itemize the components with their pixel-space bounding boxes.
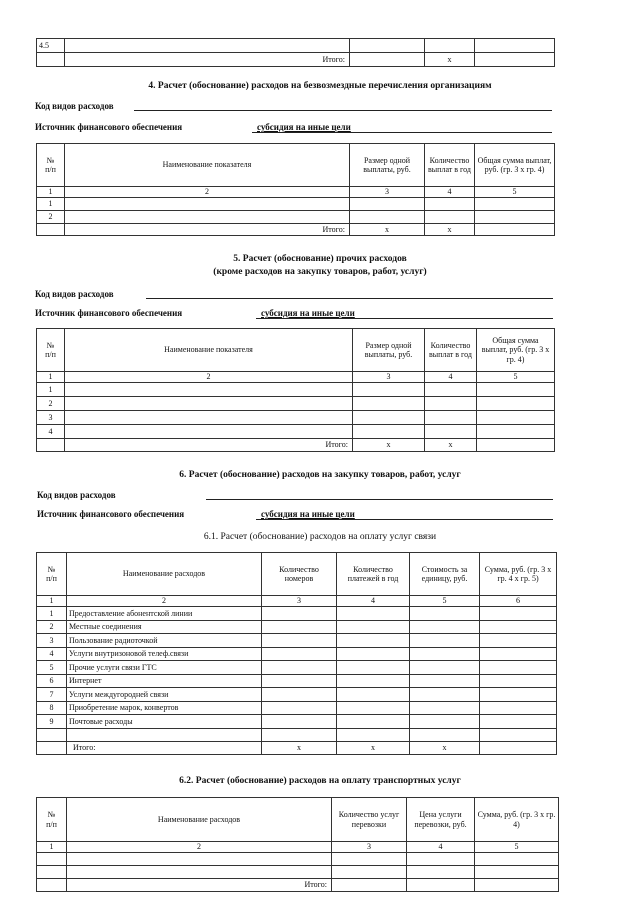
table-row: 2 [37,397,555,411]
table-row [37,728,557,742]
table-row: 1 [37,383,555,397]
col-kolvo: Количество выплат в год [425,329,477,372]
section-6-2-title: 6.2. Расчет (обоснование) расходов на оплату транспортных услуг [179,776,461,786]
table-row: 8 Приобретение марок, конвертов [37,701,557,715]
col-num: № п/п [37,329,65,372]
field-line-istochnik [256,519,553,520]
total-label: Итого: [67,879,332,892]
col-stoimost: Стоимость за единицу, руб. [410,553,480,596]
total-label: Итого: [65,439,353,452]
table-row: 4 Услуги внутризоновой телеф.связи [37,647,557,661]
table-row: 3 [37,411,555,425]
field-value-istochnik: субсидия на иные цели [257,122,351,132]
col-razmer: Размер одной выплаты, руб. [353,329,425,372]
section-5-subtitle: (кроме расходов на закупку товаров, работ, услуг) [213,267,427,277]
col-name: Наименование расходов [67,798,332,842]
col-name: Наименование показателя [65,144,350,187]
total-label: Итого: [65,53,350,67]
col-name: Наименование показателя [65,329,353,372]
table-row: 6 Интернет [37,674,557,688]
table-section-4: № п/п Наименование показателя Размер одной выплаты, руб. Количество выплат в год Общая сумма выплат, руб. (гр. 3 х гр. 4) 1 2 3 4 5 1 2 Итого: x x [36,143,555,236]
col-kol-platezhei: Количество платежей в год [337,553,410,596]
col-summa: Сумма, руб. (гр. 3 х гр. 4 х гр. 5) [480,553,557,596]
table-row: 2 [37,211,555,224]
table-row: 3 Пользование радиоточкой [37,634,557,648]
section-6-1-title: 6.1. Расчет (обоснование) расходов на оплату услуг связи [203,532,437,542]
table-row: 2 Местные соединения [37,620,557,634]
top-table [36,38,555,67]
table-row: 9 Почтовые расходы [37,715,557,729]
field-value-istochnik: субсидия на иные цели [261,308,355,318]
field-line-istochnik [252,132,552,133]
field-line-kod [206,499,553,500]
col-kol-nomerov: Количество номеров [262,553,337,596]
x-mark: x [425,53,475,67]
row-number: 4.5 [37,39,65,53]
col-razmer: Размер одной выплаты, руб. [350,144,425,187]
field-line-istochnik [256,318,553,319]
total-label: Итого: [65,224,350,236]
table-row [37,866,559,879]
col-kolvo: Количество выплат в год [425,144,475,187]
section-5-title: 5. Расчет (обоснование) прочих расходов [233,254,407,264]
total-label: Итого: [67,742,262,755]
section-6-title: 6. Расчет (обоснование) расходов на закупку товаров, работ, услуг [179,470,461,480]
col-obshaya: Общая сумма выплат, руб. (гр. 3 х гр. 4) [477,329,555,372]
col-num: № п/п [37,798,67,842]
field-value-istochnik: субсидия на иные цели [261,509,355,519]
table-section-6-1: № п/п Наименование расходов Количество номеров Количество платежей в год Стоимость за единицу, руб. Сумма, руб. (гр. 3 х гр. 4 х гр. 5) 1 2 3 4 5 6 1 Предоставление абонентской линии 2 Местные соединения 3 Пользование радиоточкой 4 Услуги внутризоновой телеф.связи 5 Прочие услуги связи ГТС 6 Интернет 7 Услуги междугородней связи 8 Приобретение марок, конвертов 9 Почтовые расходы Итого: x x x [36,552,557,755]
col-kol-uslug: Количество услуг перевозки [332,798,407,842]
field-label-kod: Код видов расходов [35,289,114,299]
table-row: 7 Услуги междугородней связи [37,688,557,702]
col-summa: Сумма, руб. (гр. 3 х гр. 4) [475,798,559,842]
table-row: 1 [37,198,555,211]
field-label-kod: Код видов расходов [37,490,116,500]
field-label-kod: Код видов расходов [35,101,114,111]
col-num: № п/п [37,144,65,187]
field-label-istochnik: Источник финансового обеспечения [37,509,185,519]
section-4-title: 4. Расчет (обоснование) расходов на безвозмездные перечисления организациям [148,81,492,91]
col-obshaya: Общая сумма выплат, руб. (гр. 3 х гр. 4) [475,144,555,187]
field-line-kod [134,110,552,111]
col-name: Наименование расходов [67,553,262,596]
col-cena: Цена услуги перевозки, руб. [407,798,475,842]
table-section-6-2: № п/п Наименование расходов Количество услуг перевозки Цена услуги перевозки, руб. Сумма, руб. (гр. 3 х гр. 4) 1 2 3 4 5 Итого: [36,797,559,892]
col-num: № п/п [37,553,67,596]
table-row [37,853,559,866]
field-label-istochnik: Источник финансового обеспечения [35,308,183,318]
field-line-kod [146,298,553,299]
table-row: 1 Предоставление абонентской линии [37,607,557,621]
table-row: 4 [37,425,555,439]
table-section-5: № п/п Наименование показателя Размер одной выплаты, руб. Количество выплат в год Общая сумма выплат, руб. (гр. 3 х гр. 4) 1 2 3 4 5 1 2 3 4 Итого: x x [36,328,555,452]
field-label-istochnik: Источник финансового обеспечения [35,122,183,132]
table-row: 5 Прочие услуги связи ГТС [37,661,557,675]
